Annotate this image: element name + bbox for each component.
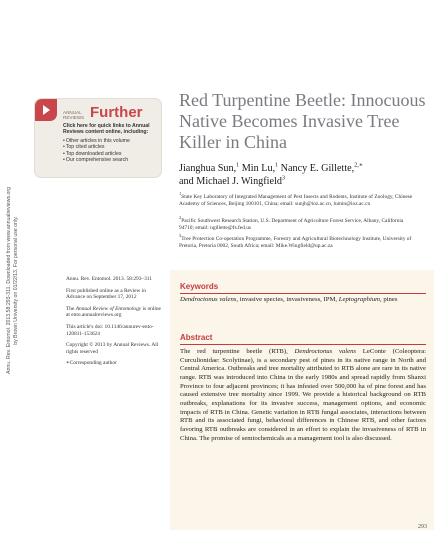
author-name: and Michael J. Wingfield [179, 175, 282, 187]
further-link[interactable]: • Our comprehensive search [63, 157, 159, 163]
keyword-species: Dendroctonus valens [180, 296, 237, 303]
author-affil-mark: 2,∗ [354, 162, 363, 169]
article-info-column [66, 276, 162, 372]
further-label: Further [90, 104, 143, 121]
keywords-text [180, 296, 426, 305]
doi[interactable]: This article's doi: 10.1146/annurev-ento-120811-153624 [66, 323, 154, 337]
side-note-line-2: by Brown University on 01/22/13. For personal use only. [12, 215, 19, 345]
further-list [63, 138, 159, 164]
abstract-text [180, 348, 426, 443]
copyright: Copyright © 2013 by Annual Reviews. All rights reserved [66, 342, 159, 355]
affiliation-text: State Key Laboratory of Integrated Management of Pest Insects and Rodents, Institute of Zoology, Chinese Academy of Sciences, Beijing 100101, China; email: sunjh@ioz.ac.cn, lumin@ioz.ac.cn [179, 194, 413, 207]
download-side-note [2, 150, 22, 410]
affiliation-2 [179, 215, 414, 231]
further-lead: Click here for quick links to Annual Reviews content online, including: [63, 123, 150, 136]
affiliation-number: 2 [179, 215, 182, 221]
keywords-heading: Keywords [180, 282, 219, 291]
author-list [179, 163, 429, 189]
further-link[interactable]: • Other articles in this volume [63, 138, 159, 144]
first-published: First published online as a Review in Advance on September 17, 2012 [66, 287, 146, 301]
abstract-divider [180, 344, 426, 345]
author-affil-mark: 3 [281, 175, 285, 182]
affiliation-number: 1 [179, 191, 182, 197]
citation: Annu. Rev. Entomol. 2013. 58:293–311 [66, 276, 152, 282]
keyword-tail: , pines [380, 296, 398, 303]
page-number: 293 [418, 524, 427, 530]
corresponding-author-note: ∗Corresponding author [66, 360, 117, 367]
author-name: Min Lu, [239, 163, 276, 174]
author-name: Jianghua Sun, [179, 163, 237, 174]
journal-online-note [66, 306, 162, 319]
annual-reviews-label: ANNUAL REVIEWS [63, 110, 85, 120]
journal-note-post[interactable]: is online at ento.annualreviews.org [66, 305, 161, 319]
affiliation-3 [179, 233, 414, 249]
affiliation-text: Pacific Southwest Research Station, U.S. Department of Agriculture Forest Service, Albany, California 94710; email: ngillette@fs.fed.us [179, 218, 404, 231]
keywords-abstract-panel [170, 270, 434, 530]
keyword-genus: Leptographium [338, 296, 380, 303]
author-affil-mark: 1 [275, 162, 279, 169]
author-name: Nancy E. Gillette, [278, 163, 355, 174]
journal-note-pre: The [66, 305, 76, 312]
side-note-line-1: Annu. Rev. Entomol. 2013.58:293-311. Downloaded from www.annualreviews.org [5, 186, 12, 374]
play-arrow-icon [35, 99, 57, 121]
journal-name: Annual Review of Entomology [75, 305, 142, 312]
further-links-box[interactable] [34, 98, 162, 178]
keyword-list: , invasive species, invasiveness, IPM, [236, 296, 339, 303]
further-link[interactable]: • Top cited articles [63, 144, 159, 150]
abstract-body: LeConte (Coleoptera: Curculionidae: Scolytinae), is a secondary pest of pines in its native range in North and Central America. Outbreaks and tree mortality attributed to RTB alone are rare in its native range. RTB was introduced into China in the early 1980s and spread rapidly from Shanxi Province to four adjacent provinces; it has infested over 500,000 ha of pine forest and has caused extensive tree mortality since 1999. We provide a historical background on RTB outbreaks, explanations for its invasive success, management options, and economic impacts of RTB in China. Genetic variation in RTB fungal associates, interactions between RTB and its associated fungi, behavioral differences in Chinese RTB, and other factors favoring RTB outbreaks are considered in an effort to explain the invasiveness of RTB in China. The promise of semiochemicals as a management tool is also discussed. [180, 348, 427, 442]
abstract-species: Dendroctonus valens [294, 348, 357, 355]
abstract-pre: The red turpentine beetle (RTB), [180, 348, 295, 355]
affiliation-1 [179, 191, 414, 207]
affiliation-number: 3 [179, 233, 182, 239]
affiliation-text: Tree Protection Co-operation Programme, Forestry and Agricultural Biotechnology Institute, University of Pretoria, Pretoria 0002, South Africa; email: Mike.Wingfield@up.ac.za [179, 236, 412, 249]
abstract-heading: Abstract [180, 333, 213, 342]
further-link[interactable]: • Top downloaded articles [63, 151, 159, 157]
author-affil-mark: 1 [236, 162, 240, 169]
article-title: Red Turpentine Beetle: Innocuous Native Becomes Invasive Tree Killer in China [179, 90, 426, 152]
keywords-divider [180, 293, 426, 294]
